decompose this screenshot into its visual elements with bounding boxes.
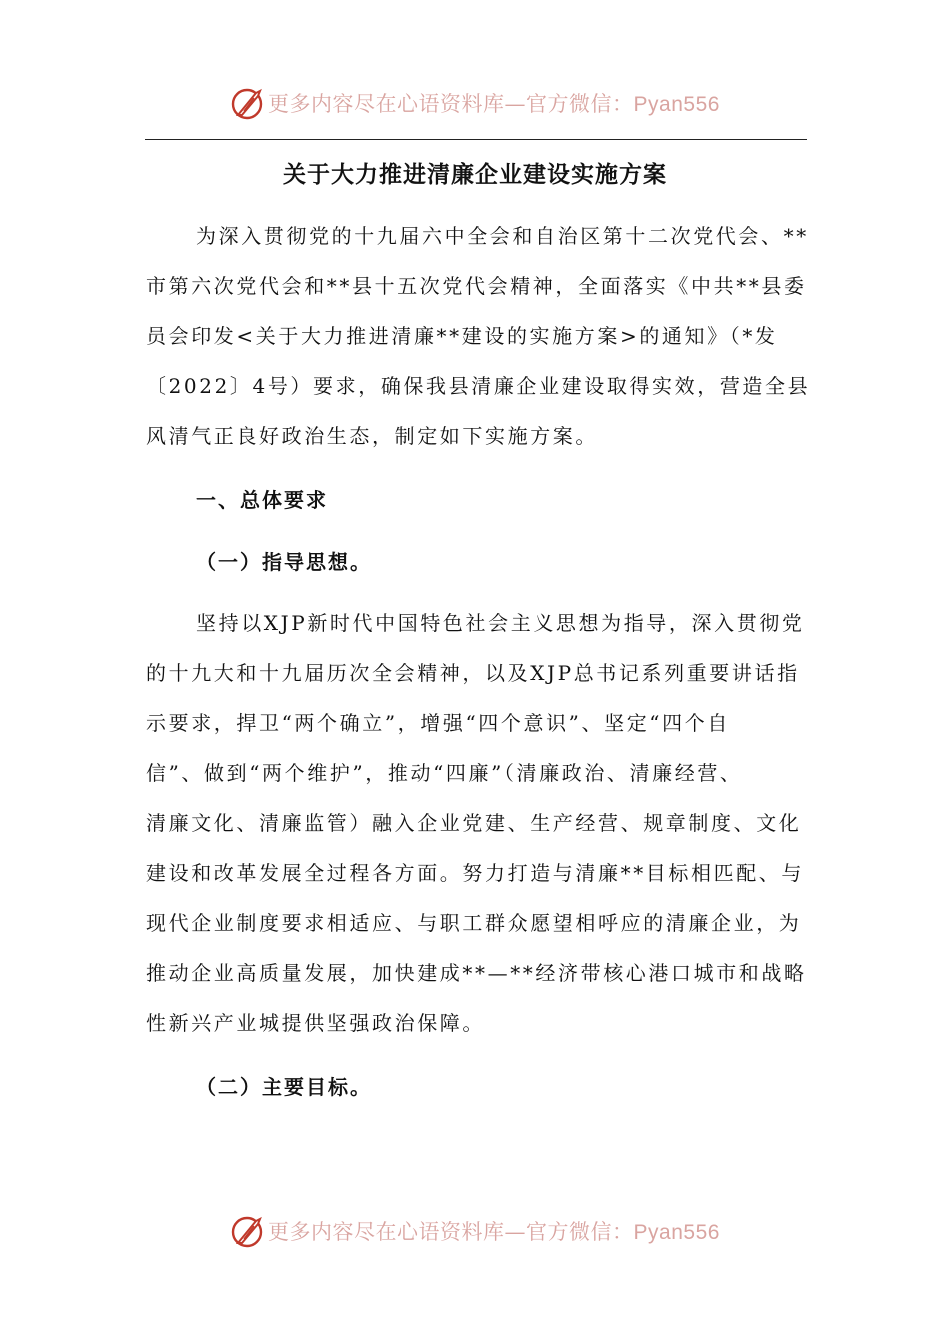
section-heading: 一、总体要求 (196, 488, 328, 512)
paragraph-line: 的十九大和十九届历次全会精神，以及XJP总书记系列重要讲话指 (146, 661, 800, 685)
paragraph-line: 推动企业高质量发展，加快建成**—**经济带核心港口城市和战略 (146, 961, 807, 985)
paragraph-line: 示要求，捍卫“两个确立”，增强“四个意识”、坚定“四个自 (146, 711, 730, 735)
paragraph-line: 现代企业制度要求相适应、与职工群众愿望相呼应的清廉企业，为 (146, 911, 802, 935)
paragraph-line: 清廉文化、清廉监管）融入企业党建、生产经营、规章制度、文化 (146, 811, 802, 835)
subsection-heading: （一）指导思想。 (196, 550, 372, 574)
watermark-text: 更多内容尽在心语资料库—官方微信：Pyan556 (268, 1220, 720, 1244)
paragraph-line: 市第六次党代会和**县十五次党代会精神，全面落实《中共**县委 (146, 274, 807, 298)
subsection-heading: （二）主要目标。 (196, 1075, 372, 1099)
watermark-text: 更多内容尽在心语资料库—官方微信：Pyan556 (268, 92, 720, 116)
footer-watermark (0, 1206, 950, 1256)
quill-logo-icon (230, 1213, 266, 1249)
paragraph-line: 风清气正良好政治生态，制定如下实施方案。 (146, 424, 598, 448)
header-watermark (0, 78, 950, 128)
paragraph-line: 性新兴产业城提供坚强政治保障。 (146, 1011, 485, 1035)
header-divider (145, 139, 807, 140)
paragraph-line: 信”、做到“两个维护”，推动“四廉”（清廉政治、清廉经营、 (146, 761, 743, 785)
guiding-thought-paragraph (146, 598, 806, 1048)
watermark-handle: Pyan556 (633, 1221, 720, 1244)
paragraph-line: 建设和改革发展全过程各方面。努力打造与清廉**目标相匹配、与 (146, 861, 804, 885)
paragraph-line: 员会印发<关于大力推进清廉**建设的实施方案>的通知》（*发 (146, 324, 778, 348)
paragraph-line: 〔2022〕4号）要求，确保我县清廉企业建设取得实效，营造全县 (146, 374, 811, 398)
intro-paragraph (146, 211, 811, 461)
paragraph-line: 坚持以XJP新时代中国特色社会主义思想为指导，深入贯彻党 (196, 611, 805, 635)
document-title: 关于大力推进清廉企业建设实施方案 (283, 162, 667, 188)
quill-logo-icon (230, 85, 266, 121)
paragraph-line: 为深入贯彻党的十九届六中全会和自治区第十二次党代会、** (196, 224, 809, 248)
watermark-handle: Pyan556 (633, 93, 720, 116)
